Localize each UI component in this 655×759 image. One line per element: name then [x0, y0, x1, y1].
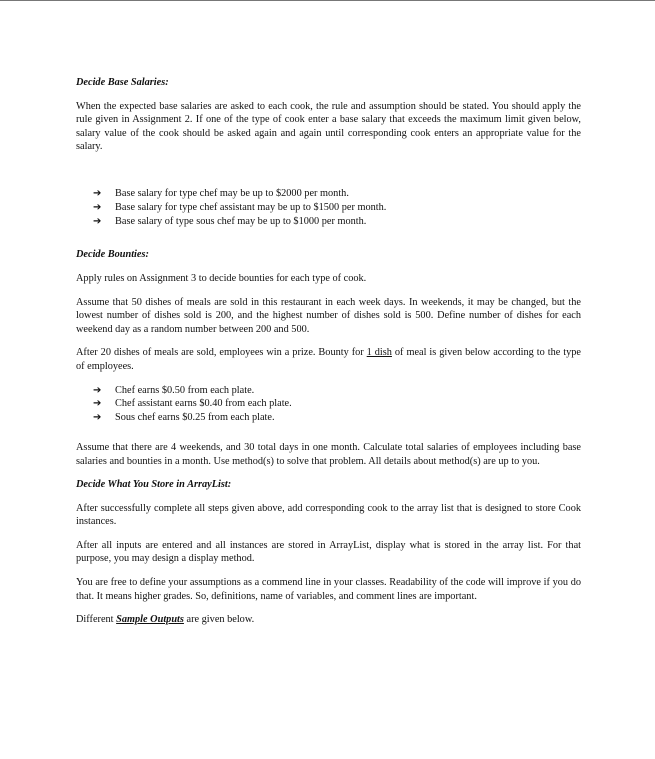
right-arrow-icon: ➔ — [93, 187, 102, 199]
right-arrow-icon: ➔ — [93, 215, 102, 227]
list-item: ➔ Chef earns $0.50 from each plate. — [93, 384, 255, 396]
paragraph-total-salaries: Assume that there are 4 weekends, and 30 total days in one month. Calculate total salaries of employees including base salaries and bounties in a month. Use method(s) to solve that problem. All details about method(s) are up to you. — [76, 441, 581, 467]
paragraph-assumptions: You are free to define your assumptions as a commend line in your classes. Readability of the code will improve if you do that. It means higher grades. So, definitions, name of variables, and comment lines are important. — [76, 577, 581, 602]
right-arrow-icon: ➔ — [93, 412, 102, 424]
paragraph-prize: After 20 dishes of meals are sold, employees win a prize. Bounty for 1 dish of meal is given below according to the type of employees. — [76, 347, 581, 372]
paragraph-bounty-rules: Apply rules on Assignment 3 to decide bounties for each type of cook. — [76, 272, 367, 284]
heading-base-salaries: Decide Base Salaries: — [76, 77, 169, 88]
paragraph-sample-outputs: Different Sample Outputs are given below. — [76, 614, 255, 626]
list-item: ➔ Sous chef earns $0.25 from each plate. — [93, 412, 275, 424]
paragraph-display: After all inputs are entered and all instances are stored in ArrayList, display what is stored in the array list. For that purpose, you may design a display method. — [76, 539, 581, 565]
heading-bounties: Decide Bounties: — [76, 249, 149, 261]
paragraph-add-cook: After successfully complete all steps given above, add corresponding cook to the array list that is designed to store Cook instances. — [76, 502, 581, 528]
right-arrow-icon: ➔ — [93, 398, 102, 410]
bounty-list — [76, 384, 581, 425]
list-item: ➔ Base salary for type chef may be up to $2000 per month. — [93, 187, 349, 199]
list-item: ➔ Base salary for type chef assistant may be up to $1500 per month. — [93, 201, 387, 213]
heading-arraylist: Decide What You Store in ArrayList: — [76, 479, 232, 491]
page-top-border — [0, 0, 655, 1]
right-arrow-icon: ➔ — [93, 384, 102, 396]
right-arrow-icon: ➔ — [93, 201, 102, 213]
paragraph-dishes-sold: Assume that 50 dishes of meals are sold in this restaurant in each week days. In weekends, it may be changed, but the lowest number of dishes sold is 200, and the highest number of dishes sold is 500. Define number of dishes for each weekend day as a random number between 200 and 500. — [76, 296, 581, 335]
list-item: ➔ Chef assistant earns $0.40 from each plate. — [93, 398, 292, 410]
paragraph-base-rules: When the expected base salaries are asked to each cook, the rule and assumption should be stated. You should apply the rule given in Assignment 2. If one of the type of cook enter a base salary that exceeds the maximum limit given below, salary value of the cook should be asked again and again until corresponding cook enters an appropriate value for the salary. — [76, 100, 581, 153]
document-page — [76, 76, 581, 627]
underlined-one-dish: 1 dish — [366, 347, 392, 359]
sample-outputs-link[interactable]: Sample Outputs — [116, 614, 184, 626]
base-salary-list — [76, 187, 581, 228]
list-item: ➔ Base salary of type sous chef may be up to $1000 per month. — [93, 215, 367, 227]
